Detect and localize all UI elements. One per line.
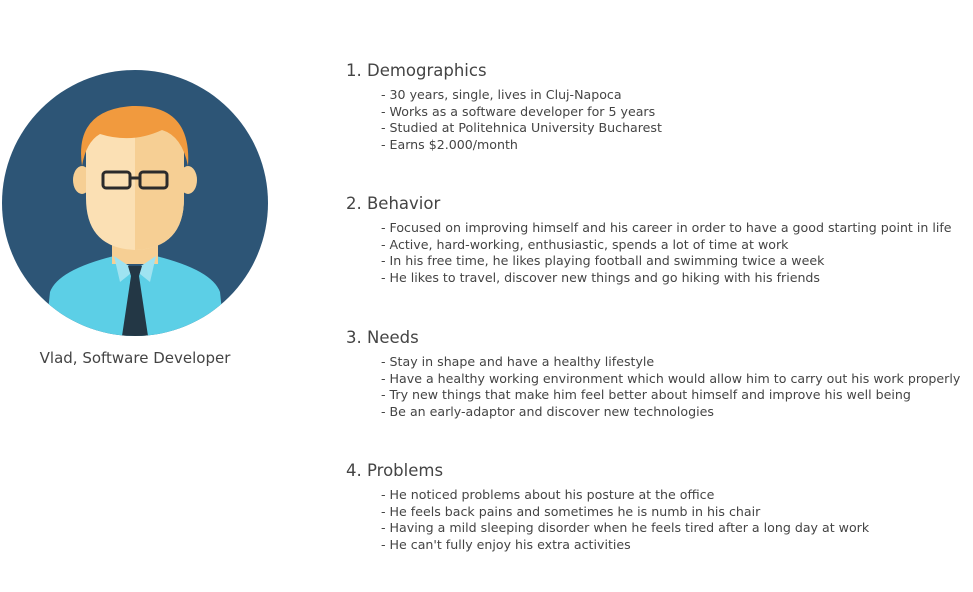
list-item: - In his free time, he likes playing football and swimming twice a week bbox=[381, 253, 825, 269]
section-item-list bbox=[346, 354, 971, 421]
persona-name-label: Vlad, Software Developer bbox=[39, 349, 231, 367]
list-item: - Studied at Politehnica University Bucharest bbox=[381, 120, 662, 136]
list-item: - Try new things that make him feel better about himself and improve his well being bbox=[381, 387, 911, 403]
list-item: - Having a mild sleeping disorder when he feels tired after a long day at work bbox=[381, 520, 870, 536]
section-title: 1. Demographics bbox=[346, 61, 487, 80]
list-item: - He feels back pains and sometimes he is numb in his chair bbox=[381, 503, 761, 519]
list-item: - Be an early-adaptor and discover new technologies bbox=[381, 404, 714, 420]
section-title: 3. Needs bbox=[346, 328, 419, 347]
section-needs bbox=[346, 327, 971, 421]
list-item: - Works as a software developer for 5 years bbox=[381, 103, 656, 119]
list-item: - Active, hard-working, enthusiastic, spends a lot of time at work bbox=[381, 236, 789, 252]
list-item: - Have a healthy working environment which would allow him to carry out his work properly bbox=[381, 370, 961, 386]
section-item-list bbox=[346, 487, 971, 554]
section-item-list bbox=[346, 220, 971, 287]
section-item-list bbox=[346, 87, 971, 154]
section-title: 4. Problems bbox=[346, 461, 444, 480]
list-item: - 30 years, single, lives in Cluj-Napoca bbox=[381, 87, 622, 102]
section-behavior bbox=[346, 193, 971, 287]
male-developer-avatar-icon bbox=[2, 70, 268, 336]
list-item: - He likes to travel, discover new things and go hiking with his friends bbox=[381, 270, 820, 286]
persona-avatar bbox=[2, 70, 268, 336]
section-demographics bbox=[346, 60, 971, 154]
list-item: - Focused on improving himself and his career in order to have a good starting point in life bbox=[381, 220, 952, 235]
section-title: 2. Behavior bbox=[346, 194, 441, 213]
list-item: - He can't fully enjoy his extra activities bbox=[381, 537, 631, 553]
list-item: - Earns $2.000/month bbox=[381, 137, 518, 153]
list-item: - He noticed problems about his posture at the office bbox=[381, 487, 715, 502]
section-problems bbox=[346, 460, 971, 554]
list-item: - Stay in shape and have a healthy lifestyle bbox=[381, 354, 655, 369]
